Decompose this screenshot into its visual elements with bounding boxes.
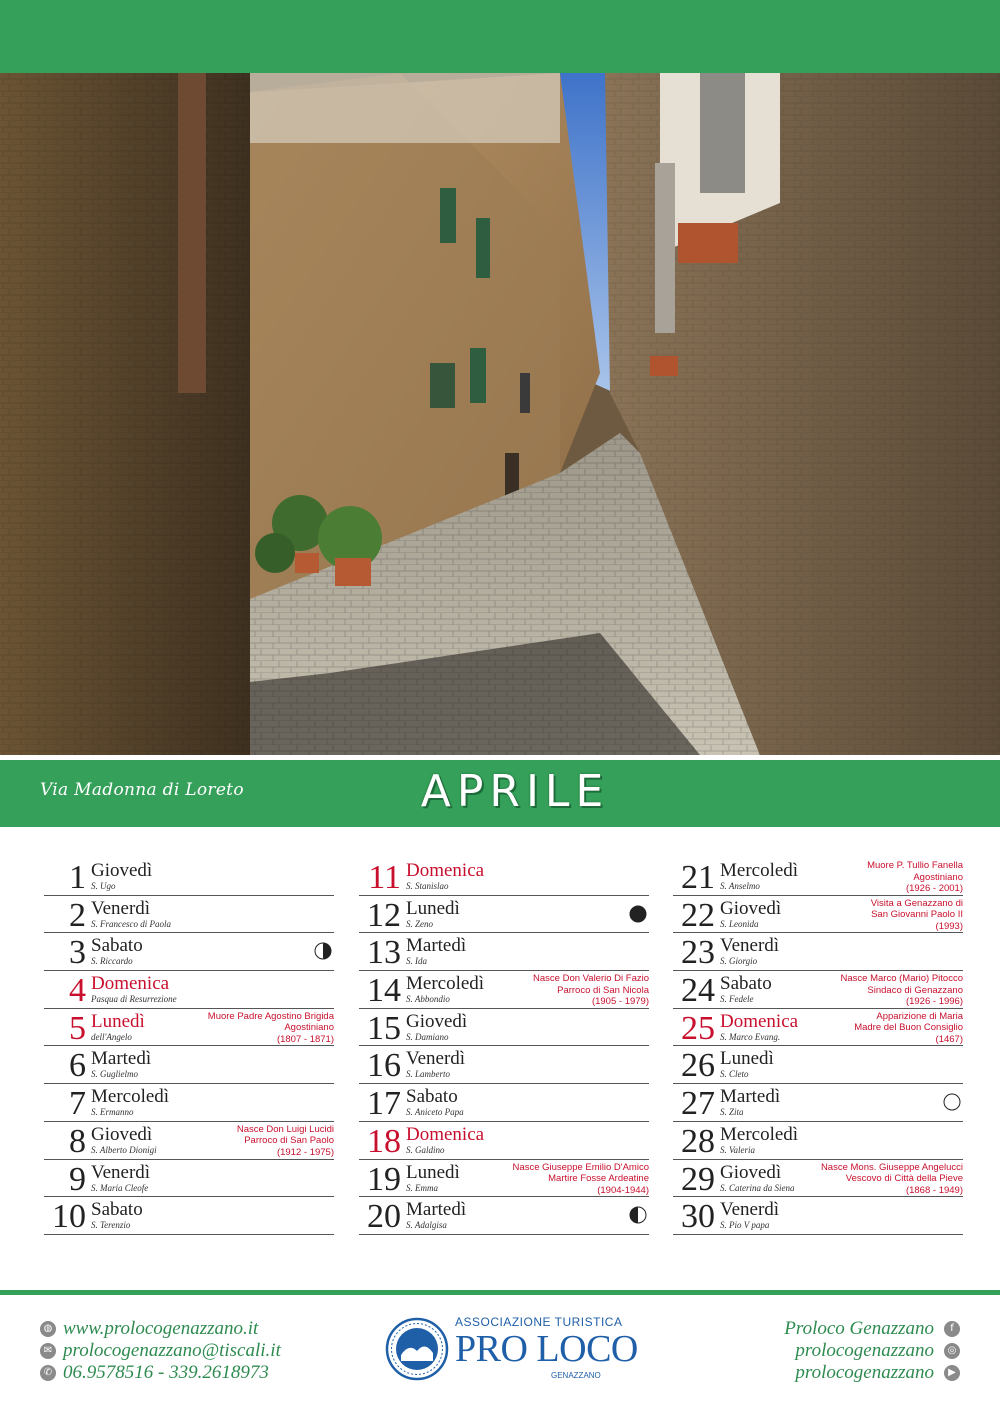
day-number: 10 — [52, 1198, 86, 1236]
weekday-name: Martedì — [91, 1048, 152, 1070]
weekday-name: Venerdì — [720, 1199, 780, 1221]
day-row — [44, 933, 334, 971]
weekday-name: Giovedì — [720, 1161, 782, 1183]
top-green-band — [0, 0, 1000, 73]
website-link[interactable]: www.prolocogenazzano.it — [63, 1318, 259, 1339]
saint-name: S. Zita — [720, 1107, 744, 1118]
weekday-name: Venerdì — [91, 1161, 151, 1183]
email-link[interactable]: prolocogenazzano@tiscali.it — [63, 1340, 281, 1361]
month-title: APRILE — [420, 766, 610, 817]
place-name: Via Madonna di Loreto — [40, 780, 244, 800]
day-number: 5 — [69, 1009, 86, 1047]
weekday-name: Giovedì — [91, 1123, 153, 1145]
weekday-name: Mercoledì — [720, 1123, 799, 1145]
weekday-name: Mercoledì — [720, 860, 799, 881]
day-number: 17 — [367, 1085, 401, 1123]
day-row — [359, 858, 649, 896]
footer-divider — [0, 1290, 1000, 1295]
weekday-name: Venerdì — [91, 897, 151, 919]
day-row — [359, 1122, 649, 1160]
weekday-name: Mercoledì — [406, 973, 485, 995]
weekday-name: Lunedì — [91, 1010, 145, 1032]
day-row — [44, 896, 334, 934]
pro-loco-seal-icon — [385, 1317, 449, 1381]
day-row — [673, 1160, 963, 1198]
saint-name: S. Galdino — [406, 1144, 445, 1155]
day-row — [359, 1046, 649, 1084]
weekday-name: Lunedì — [406, 897, 460, 919]
event-note: Nasce Don Valerio Di Fazio Parroco di San Nicola (1905 - 1979) — [533, 973, 649, 1008]
weekday-name: Sabato — [91, 1199, 143, 1221]
day-row — [673, 858, 963, 896]
street-photo — [0, 73, 1000, 755]
weekday-name: Giovedì — [406, 1010, 468, 1032]
day-row — [44, 1046, 334, 1084]
day-number: 9 — [69, 1160, 86, 1198]
day-row — [359, 896, 649, 934]
saint-name: S. Valeria — [720, 1144, 755, 1155]
day-number: 21 — [681, 859, 715, 896]
day-row — [673, 933, 963, 971]
day-number: 28 — [681, 1122, 715, 1160]
weekday-name: Lunedì — [720, 1048, 774, 1070]
day-number: 1 — [69, 859, 86, 896]
new-moon-icon — [629, 905, 647, 923]
facebook-link[interactable]: Proloco Genazzano — [784, 1318, 934, 1339]
event-note: Muore Padre Agostino Brigida Agostiniano (1807 - 1871) — [207, 1010, 334, 1045]
day-number: 13 — [367, 934, 401, 972]
last-quarter-moon-icon — [314, 942, 332, 960]
day-row — [673, 1197, 963, 1235]
day-number: 6 — [69, 1047, 86, 1085]
phone-numbers[interactable]: 06.9578516 - 339.2618973 — [63, 1362, 269, 1383]
weekday-name: Giovedì — [720, 897, 782, 919]
saint-name: S. Ermanno — [91, 1107, 134, 1118]
day-row — [44, 858, 334, 896]
saint-name: S. Caterina da Siena — [720, 1182, 795, 1193]
weekday-name: Venerdì — [406, 1048, 466, 1070]
event-note: Nasce Mons. Giuseppe Angelucci Vescovo di Città della Pieve (1868 - 1949) — [820, 1161, 963, 1196]
globe-icon: ◍ — [40, 1321, 56, 1337]
instagram-link[interactable]: prolocogenazzano — [795, 1340, 934, 1361]
day-row — [44, 1009, 334, 1047]
instagram-icon[interactable]: ◎ — [944, 1343, 960, 1359]
day-row — [44, 971, 334, 1009]
saint-name: S. Guglielmo — [91, 1069, 138, 1080]
days-column-2 — [359, 858, 649, 1235]
month-title-band — [0, 760, 1000, 827]
logo-line-3: GENAZZANO — [551, 1371, 601, 1380]
event-note: Apparizione di Maria Madre del Buon Consiglio (1467) — [854, 1010, 963, 1045]
day-row — [359, 1197, 649, 1235]
saint-name: S. Stanislao — [406, 881, 449, 891]
saint-name: S. Fedele — [720, 994, 754, 1005]
saint-name: S. Abbondio — [406, 994, 450, 1005]
weekday-name: Domenica — [406, 860, 485, 881]
saint-name: S. Lamberto — [406, 1069, 451, 1080]
day-number: 19 — [367, 1160, 401, 1198]
day-row — [673, 971, 963, 1009]
saint-name: S. Ugo — [91, 881, 116, 891]
saint-name: dell'Angelo — [91, 1031, 132, 1042]
day-number: 29 — [681, 1160, 715, 1198]
facebook-icon[interactable]: f — [944, 1321, 960, 1337]
day-row — [44, 1122, 334, 1160]
day-row — [44, 1084, 334, 1122]
day-number: 14 — [367, 972, 401, 1010]
day-number: 26 — [681, 1047, 715, 1085]
day-number: 30 — [681, 1198, 715, 1236]
saint-name: S. Anselmo — [720, 881, 760, 891]
weekday-name: Sabato — [91, 935, 143, 957]
saint-name: Pasqua di Resurrezione — [91, 994, 177, 1005]
logo-line-1: ASSOCIAZIONE TURISTICA — [455, 1315, 623, 1329]
day-number: 8 — [69, 1122, 86, 1160]
day-number: 15 — [367, 1009, 401, 1047]
saint-name: S. Emma — [406, 1182, 438, 1193]
day-row — [44, 1160, 334, 1198]
mail-icon: ✉ — [40, 1343, 56, 1359]
youtube-link[interactable]: prolocogenazzano — [795, 1362, 934, 1383]
day-row — [359, 971, 649, 1009]
first-quarter-moon-icon — [629, 1206, 647, 1224]
weekday-name: Martedì — [720, 1086, 781, 1108]
days-column-1 — [44, 858, 334, 1235]
weekday-name: Martedì — [406, 1199, 467, 1221]
day-row — [359, 1009, 649, 1047]
saint-name: S. Cleto — [720, 1069, 749, 1080]
weekday-name: Domenica — [720, 1010, 799, 1032]
day-number: 23 — [681, 934, 715, 972]
logo-line-2: PRO LOCO — [455, 1328, 638, 1370]
weekday-name: Sabato — [720, 973, 772, 995]
day-row — [44, 1197, 334, 1235]
day-number: 4 — [69, 972, 86, 1010]
weekday-name: Mercoledì — [91, 1086, 170, 1108]
day-number: 24 — [681, 972, 715, 1010]
day-number: 25 — [681, 1009, 715, 1047]
phone-icon: ✆ — [40, 1365, 56, 1381]
saint-name: S. Aniceto Papa — [406, 1107, 464, 1118]
day-number: 2 — [69, 896, 86, 934]
full-moon-icon — [943, 1093, 961, 1111]
saint-name: S. Damiano — [406, 1031, 449, 1042]
saint-name: S. Maria Cleofe — [91, 1182, 149, 1193]
saint-name: S. Alberto Dionigi — [91, 1144, 157, 1155]
day-number: 11 — [368, 859, 401, 896]
saint-name: S. Adalgisa — [406, 1220, 447, 1231]
saint-name: S. Riccardo — [91, 956, 133, 967]
day-number: 18 — [367, 1122, 401, 1160]
event-note: Muore P. Tullio Fanella Agostiniano (1926 - 2001) — [867, 860, 963, 894]
saint-name: S. Francesco di Paola — [91, 918, 171, 929]
saint-name: S. Marco Evang. — [720, 1031, 781, 1042]
saint-name: S. Zeno — [406, 918, 433, 929]
day-number: 16 — [367, 1047, 401, 1085]
days-column-3 — [673, 858, 963, 1235]
saint-name: S. Ida — [406, 956, 427, 967]
day-row — [359, 933, 649, 971]
youtube-icon[interactable]: ▶ — [944, 1365, 960, 1381]
saint-name: S. Terenzio — [91, 1220, 131, 1231]
day-row — [673, 1046, 963, 1084]
day-number: 20 — [367, 1198, 401, 1236]
day-number: 12 — [367, 896, 401, 934]
saint-name: S. Giorgio — [720, 956, 758, 967]
weekday-name: Giovedì — [91, 860, 153, 881]
saint-name: S. Leonida — [720, 918, 759, 929]
weekday-name: Domenica — [406, 1123, 485, 1145]
weekday-name: Martedì — [406, 935, 467, 957]
day-row — [359, 1160, 649, 1198]
day-number: 7 — [69, 1085, 86, 1123]
event-note: Visita a Genazzano di San Giovanni Paolo II (1993) — [870, 897, 963, 932]
saint-name: S. Pio V papa — [720, 1220, 770, 1231]
day-row — [673, 896, 963, 934]
day-row — [673, 1122, 963, 1160]
weekday-name: Sabato — [406, 1086, 458, 1108]
day-row — [359, 1084, 649, 1122]
weekday-name: Domenica — [91, 973, 170, 995]
day-row — [673, 1084, 963, 1122]
event-note: Nasce Giuseppe Emilio D'Amico Martire Fosse Ardeatine (1904-1944) — [512, 1161, 649, 1196]
day-row — [673, 1009, 963, 1047]
weekday-name: Venerdì — [720, 935, 780, 957]
day-number: 27 — [681, 1085, 715, 1123]
weekday-name: Lunedì — [406, 1161, 460, 1183]
event-note: Nasce Don Luigi Lucidi Parroco di San Paolo (1912 - 1975) — [236, 1123, 334, 1158]
day-number: 22 — [681, 896, 715, 934]
day-number: 3 — [69, 934, 86, 972]
pro-loco-logo — [385, 1313, 638, 1393]
event-note: Nasce Marco (Mario) Pitocco Sindaco di Genazzano (1926 - 1996) — [840, 973, 963, 1008]
